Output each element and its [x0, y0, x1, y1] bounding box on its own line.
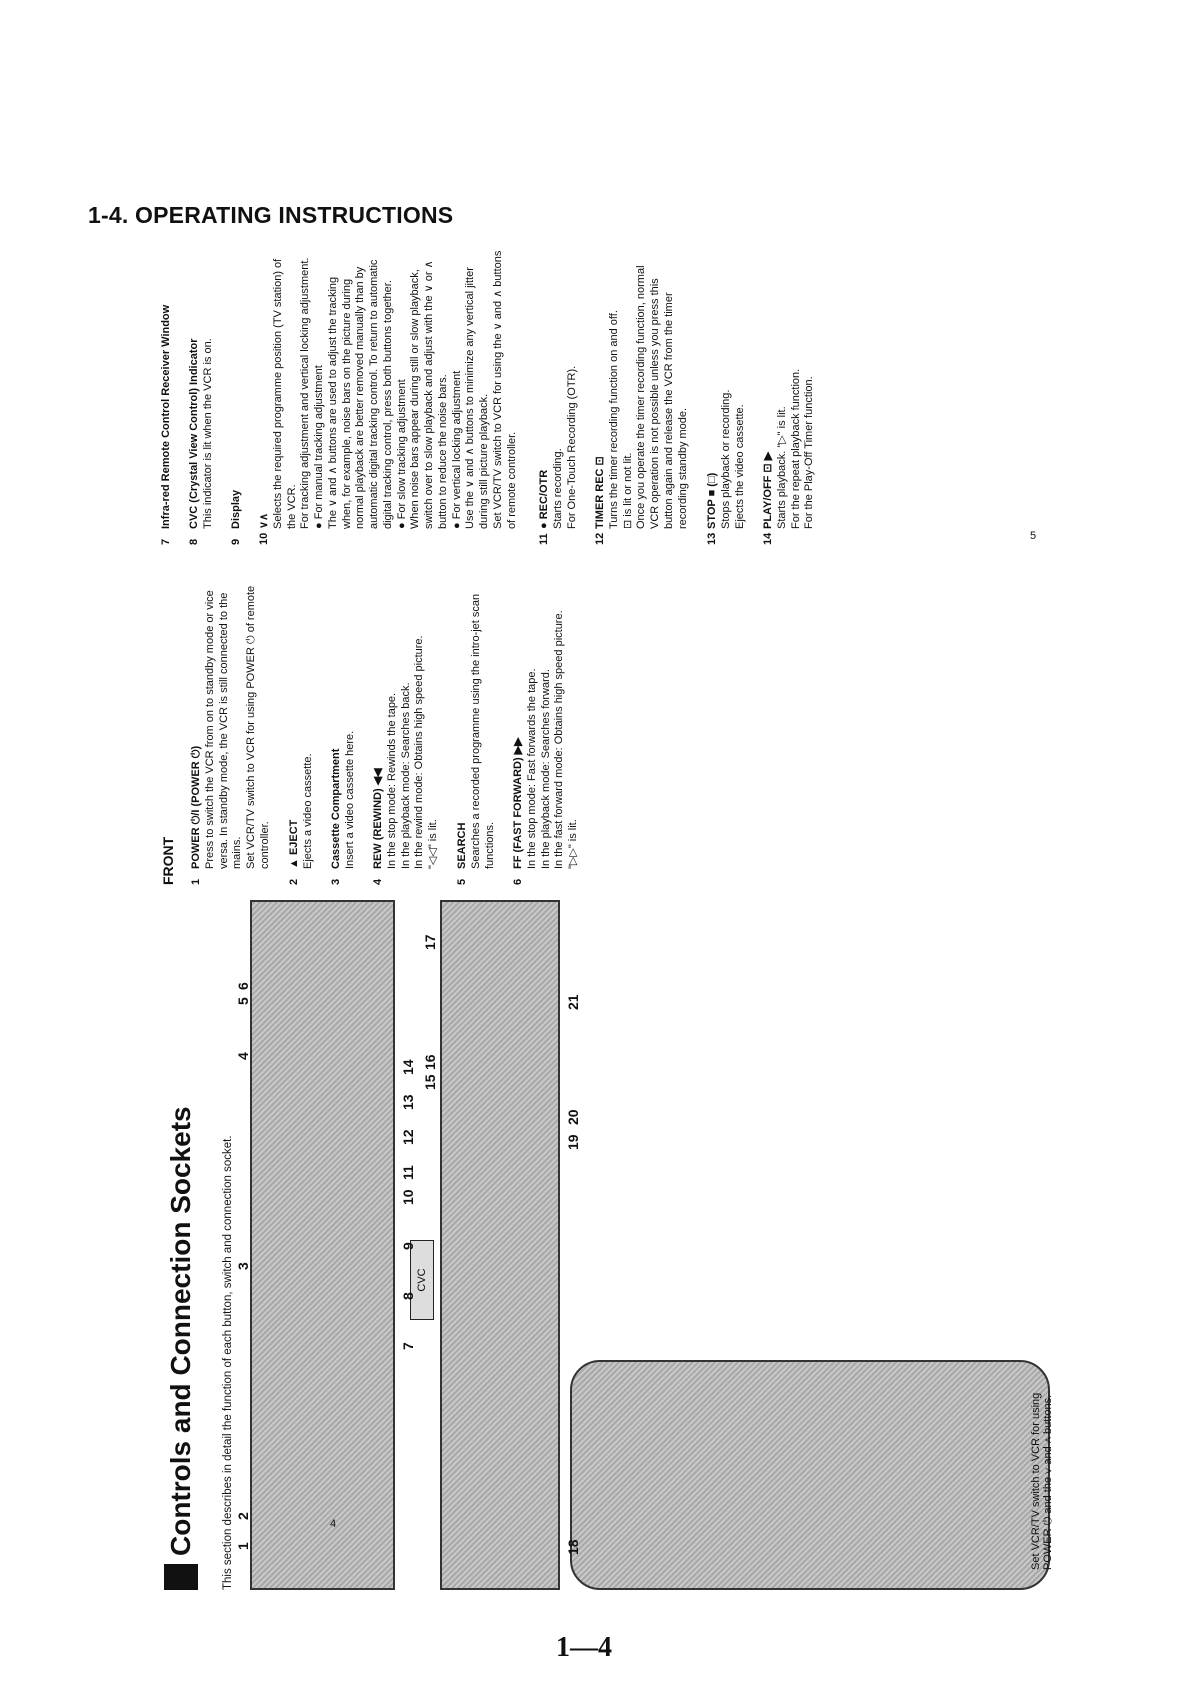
callout-front-1: 1: [235, 1542, 251, 1550]
item-number: 9: [230, 538, 242, 545]
page-footer: 1—4: [556, 1632, 612, 1663]
callout-front-14: 14: [400, 1059, 416, 1075]
item-text: For the repeat playback function.: [789, 368, 802, 529]
item-title: REW (REWIND) ◀◀: [372, 768, 384, 869]
item-text: "▷▷" is lit.: [567, 819, 579, 869]
item-2: [288, 585, 316, 885]
item-text: Searches a recorded programme using the intro-jet scan functions.: [469, 593, 496, 869]
callout-rear-20: 20: [565, 1109, 581, 1125]
item-text: ● For vertical locking adjustment: [450, 370, 463, 529]
front-heading: FRONT: [160, 836, 176, 885]
item-number: 5: [456, 878, 468, 885]
item-title: Cassette Compartment: [330, 748, 342, 869]
item-text: Once you operate the timer recording function, normal VCR operation is not possible unless you press this button again and release the VCR from the timer recording standby mode.: [635, 265, 689, 529]
item-number: 8: [188, 538, 200, 545]
item-text: Insert a video cassette here.: [343, 730, 356, 869]
item-13: [706, 245, 747, 545]
item-title: Infra-red Remote Control Receiver Window: [160, 304, 172, 529]
item-text: This indicator is lit when the VCR is on.: [201, 338, 214, 529]
item-title: ∨∧: [258, 512, 270, 529]
item-title: Display: [230, 489, 242, 529]
item-text: In the playback mode: Searches back.: [399, 682, 412, 869]
item-text: In the stop mode: Fast forwards the tape.: [525, 668, 538, 869]
remote-note: Set VCR/TV switch to VCR for using POWER ⏻ and the ∨ and ∧ buttons.: [1030, 1392, 1054, 1570]
item-text: For One-Touch Recording (OTR).: [565, 365, 578, 529]
callout-rear-16: 16: [422, 1054, 438, 1070]
page-number-left: 4: [330, 1518, 337, 1530]
callout-rear-15: 15: [422, 1074, 438, 1090]
item-3: [330, 585, 358, 885]
item-text: "◁◁" is lit.: [427, 819, 439, 869]
callout-front-4: 4: [235, 1052, 251, 1060]
item-number: 11: [538, 533, 550, 545]
callout-rear-18: 18: [565, 1539, 581, 1555]
callout-rear-19: 19: [565, 1134, 581, 1150]
callout-front-13: 13: [400, 1094, 416, 1110]
callout-front-12: 12: [400, 1129, 416, 1145]
page-header: 1-4. OPERATING INSTRUCTIONS: [88, 202, 454, 228]
item-text: Starts recording.: [551, 448, 564, 529]
callout-front-8: 8: [400, 1292, 416, 1300]
intro-text: This section describes in detail the function of each button, switch and connection socket.: [222, 1135, 234, 1590]
item-text: Ejects the video cassette.: [733, 404, 746, 529]
item-title: SEARCH: [456, 822, 468, 869]
item-number: 14: [762, 532, 774, 545]
item-12: [594, 245, 690, 545]
item-title: ● REC/OTR: [538, 469, 550, 529]
item-text: Set VCR/TV switch to VCR for using POWER ⏻ of remote controller.: [245, 585, 271, 869]
item-text: Selects the required programme position (TV station) of the VCR.: [271, 258, 298, 529]
item-text: In the stop mode: Rewinds the tape.: [385, 692, 398, 869]
item-text: When noise bars appear during still or slow playback, switch over to slow playback and adjust with the ∨ or ∧ button to reduce the noise bars.: [409, 260, 449, 529]
item-text: Press to switch the VCR from on to standby mode or vice versa. In standby mode, the VCR is still connected to the mains.: [203, 590, 244, 869]
item-text: For tracking adjustment and vertical locking adjustment.: [299, 257, 312, 529]
item-7: [160, 245, 174, 545]
item-text: Ejects a video cassette.: [301, 753, 314, 869]
item-text: Use the ∨ and ∧ buttons to minimize any vertical jitter during still picture playback.: [464, 267, 490, 529]
callout-front-9: 9: [400, 1242, 416, 1250]
callout-front-5: 5: [235, 997, 251, 1005]
item-text: Starts playback. "▷" is lit.: [775, 406, 788, 529]
item-title: TIMER REC ⊡: [594, 456, 606, 529]
item-number: 7: [160, 538, 172, 545]
item-title: FF (FAST FORWARD) ▶▶: [512, 737, 524, 869]
item-text: Turns the timer recording function on and off.: [607, 310, 620, 529]
item-text: In the playback mode: Searches forward.: [539, 669, 552, 869]
rotated-page-content: [160, 230, 1160, 1590]
item-text: ● For manual tracking adjustment: [313, 365, 325, 529]
item-title: CVC (Crystal View Control) Indicator: [188, 338, 200, 529]
page-number-right: 5: [1030, 530, 1037, 542]
callout-front-7: 7: [400, 1342, 416, 1350]
item-text: ⊡ is lit or not lit.: [621, 452, 634, 529]
item-number: 10: [258, 532, 270, 545]
item-title: POWER ⏻/I (POWER ⏻): [190, 745, 202, 869]
callout-rear-21: 21: [565, 994, 581, 1010]
callout-front-10: 10: [400, 1189, 416, 1205]
item-text: Set VCR/TV switch to VCR for using the ∨ and ∧ buttons of remote controller.: [491, 250, 518, 529]
item-number: 3: [330, 878, 342, 885]
item-10: [258, 245, 519, 545]
item-14: [762, 245, 817, 545]
item-9: [230, 245, 244, 545]
item-text: ● For slow tracking adjustment: [395, 379, 408, 529]
item-number: 2: [288, 878, 300, 885]
item-text: In the rewind mode: Obtains high speed picture.: [413, 635, 426, 869]
callout-front-2: 2: [235, 1512, 251, 1520]
item-number: 4: [372, 878, 384, 885]
item-11: [538, 245, 579, 545]
vcr-rear-illustration: [440, 900, 560, 1590]
item-1: [190, 585, 273, 885]
section-title: Controls and Connection Sockets: [160, 1106, 202, 1590]
callout-front-11: 11: [400, 1165, 416, 1180]
item-text: In the fast forward mode: Obtains high speed picture.: [553, 610, 566, 869]
cvc-display-label: CVC: [410, 1240, 434, 1320]
item-6: [512, 585, 581, 885]
item-number: 1: [190, 878, 202, 885]
section-marker: [164, 1564, 198, 1590]
callout-front-3: 3: [235, 1262, 251, 1270]
remote-control-illustration: [570, 1360, 1050, 1590]
item-number: 13: [706, 532, 718, 545]
callout-rear-17: 17: [422, 934, 438, 950]
item-text: Stops playback or recording.: [719, 389, 732, 529]
item-title: ▲ EJECT: [288, 819, 300, 869]
item-4: [372, 585, 441, 885]
item-title: STOP ■ (□): [706, 472, 718, 529]
item-text: For the Play-Off Timer function.: [803, 376, 816, 529]
item-5: [456, 585, 497, 885]
item-8: [188, 245, 216, 545]
item-title: PLAY/OFF ⊡ ▶: [762, 451, 774, 529]
callout-front-6: 6: [235, 982, 251, 990]
item-text: The ∨ and ∧ buttons are used to adjust the tracking when, for example, noise bars on the picture during normal playback are better removed manually than by automatic digital tracking control. To return to automatic digital tracking control, press both buttons together.: [326, 259, 394, 529]
item-number: 12: [594, 532, 606, 545]
item-number: 6: [512, 878, 524, 885]
